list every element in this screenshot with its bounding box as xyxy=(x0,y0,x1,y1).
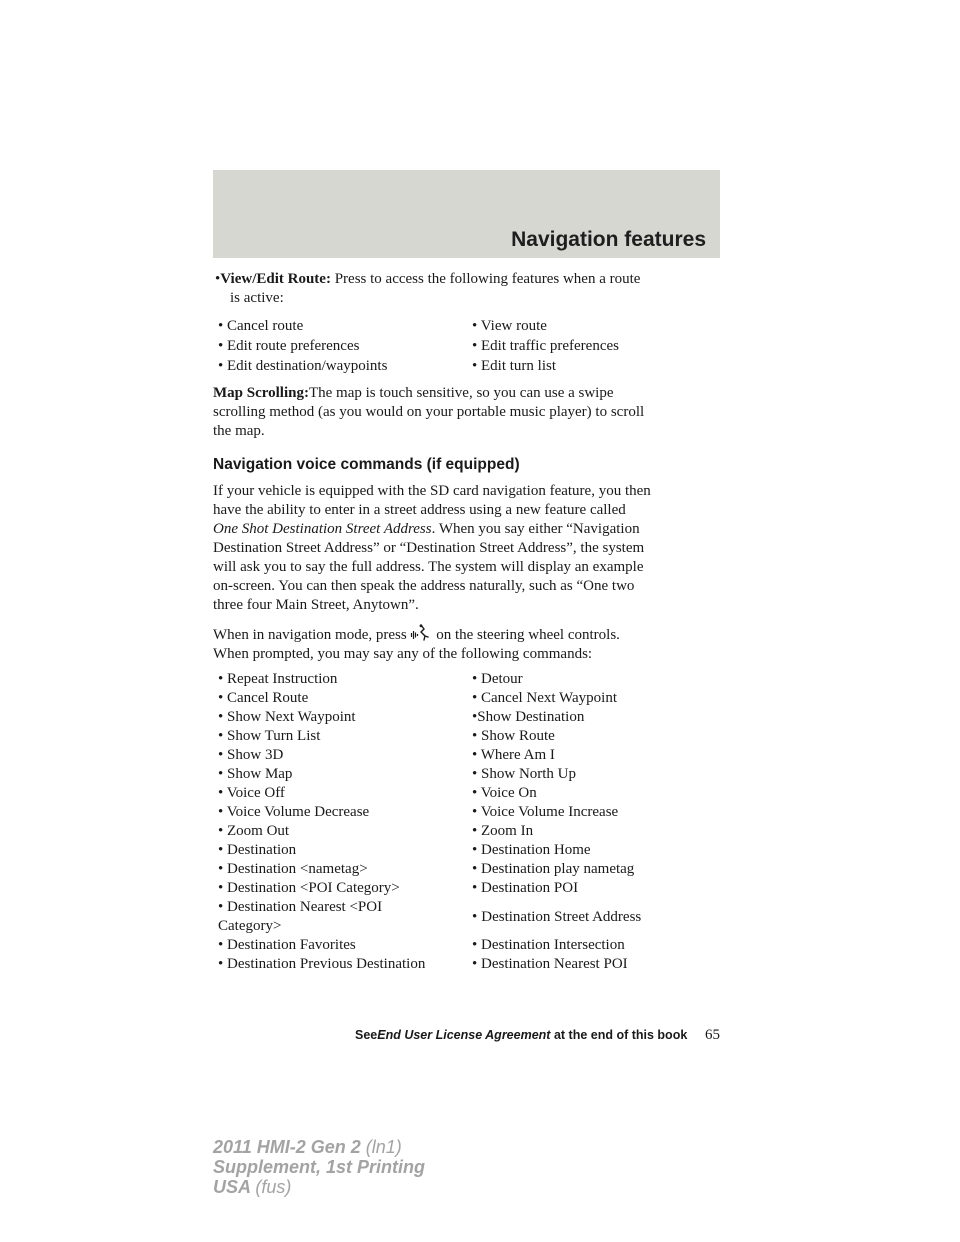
list-item: • Show 3D xyxy=(218,747,284,763)
view-edit-route-desc-2: is active: xyxy=(230,290,284,306)
list-item: • Voice Volume Increase xyxy=(472,804,619,820)
list-item: • Destination Nearest <POI Category> xyxy=(218,899,383,934)
list-item: • Show Map xyxy=(218,766,293,782)
list-item: • Edit turn list xyxy=(472,358,557,374)
list-item: • Zoom Out xyxy=(218,823,290,839)
list-item: • Destination Home xyxy=(472,842,591,858)
list-item: • Destination play nametag xyxy=(472,861,635,877)
print-info: 2011 HMI-2 Gen 2 (ln1) Supplement, 1st Printing USA (fus) xyxy=(213,1137,426,1197)
page-number: 65 xyxy=(705,1027,720,1043)
voice-commands-list xyxy=(213,670,720,974)
list-item: • Destination Nearest POI xyxy=(472,956,628,972)
list-item: • Zoom In xyxy=(472,823,534,839)
list-item: • Detour xyxy=(472,671,523,687)
feature-name: One Shot Destination Street Address xyxy=(213,521,432,537)
route-feature-list xyxy=(213,317,720,377)
view-edit-route-item xyxy=(215,270,720,289)
section-title: Navigation features xyxy=(511,228,706,251)
footer-note: SeeEnd User License Agreement at the end of this book xyxy=(355,1028,688,1042)
list-item: • Voice On xyxy=(472,785,537,801)
page-content xyxy=(213,270,720,974)
list-item: • Destination Street Address xyxy=(472,908,642,925)
map-scrolling-label: Map Scrolling: xyxy=(213,385,309,401)
list-item: • Cancel route xyxy=(218,318,304,334)
section-header-band xyxy=(213,170,720,258)
view-edit-route-desc-1: Press to access the following features when a route xyxy=(334,271,641,287)
list-item: • Where Am I xyxy=(472,747,555,763)
list-item: • Destination xyxy=(218,842,297,858)
list-item: • Show Next Waypoint xyxy=(218,709,356,725)
list-item: • Cancel Route xyxy=(218,690,309,706)
map-scrolling-paragraph: Map Scrolling:The map is touch sensitive, so you can use a swipe scrolling method (as you would on your portable music player) to scroll the map. xyxy=(213,385,645,439)
voice-commands-heading: Navigation voice commands (if equipped) xyxy=(213,456,520,473)
list-item: • Destination <nametag> xyxy=(218,861,368,877)
list-item: • Repeat Instruction xyxy=(218,671,338,687)
list-item: • Destination Intersection xyxy=(472,937,625,953)
list-item: •Show Destination xyxy=(472,709,585,725)
list-item: • Show Turn List xyxy=(218,728,321,744)
list-item: • Cancel Next Waypoint xyxy=(472,690,617,706)
voice-intro-paragraph: If your vehicle is equipped with the SD card navigation feature, you then have the ability to enter in a street address using a new feature called One Shot Destination Street Address. When you say either “Navigation Destination Street Address” or “Destination Street Address”, the system will ask you to say the full address. The system will display an example on-screen. You can then speak the address naturally, such as “One two three four Main Street, Anytown”. xyxy=(213,483,651,613)
list-item: • Edit route preferences xyxy=(218,338,360,354)
list-item: • Show Route xyxy=(472,728,555,744)
list-item: • Edit traffic preferences xyxy=(472,338,619,354)
list-item: • View route xyxy=(472,318,547,334)
list-item: • Destination Favorites xyxy=(218,937,356,953)
press-paragraph: When in navigation mode, press on the steering wheel controls. When prompted, you may say any of the following commands: xyxy=(213,624,720,664)
bullet: • xyxy=(215,271,221,287)
view-edit-route-text xyxy=(220,270,640,289)
voice-icon xyxy=(410,624,432,641)
list-item: • Show North Up xyxy=(472,766,577,782)
view-edit-route-label: View/Edit Route: xyxy=(220,271,331,287)
list-item: • Voice Off xyxy=(218,785,285,801)
page-footer xyxy=(213,1027,720,1044)
list-item: • Edit destination/waypoints xyxy=(218,358,388,374)
list-item: • Voice Volume Decrease xyxy=(218,804,370,820)
list-item: • Destination <POI Category> xyxy=(218,880,400,896)
list-item: • Destination POI xyxy=(472,880,579,896)
list-item: • Destination Previous Destination xyxy=(218,956,426,972)
